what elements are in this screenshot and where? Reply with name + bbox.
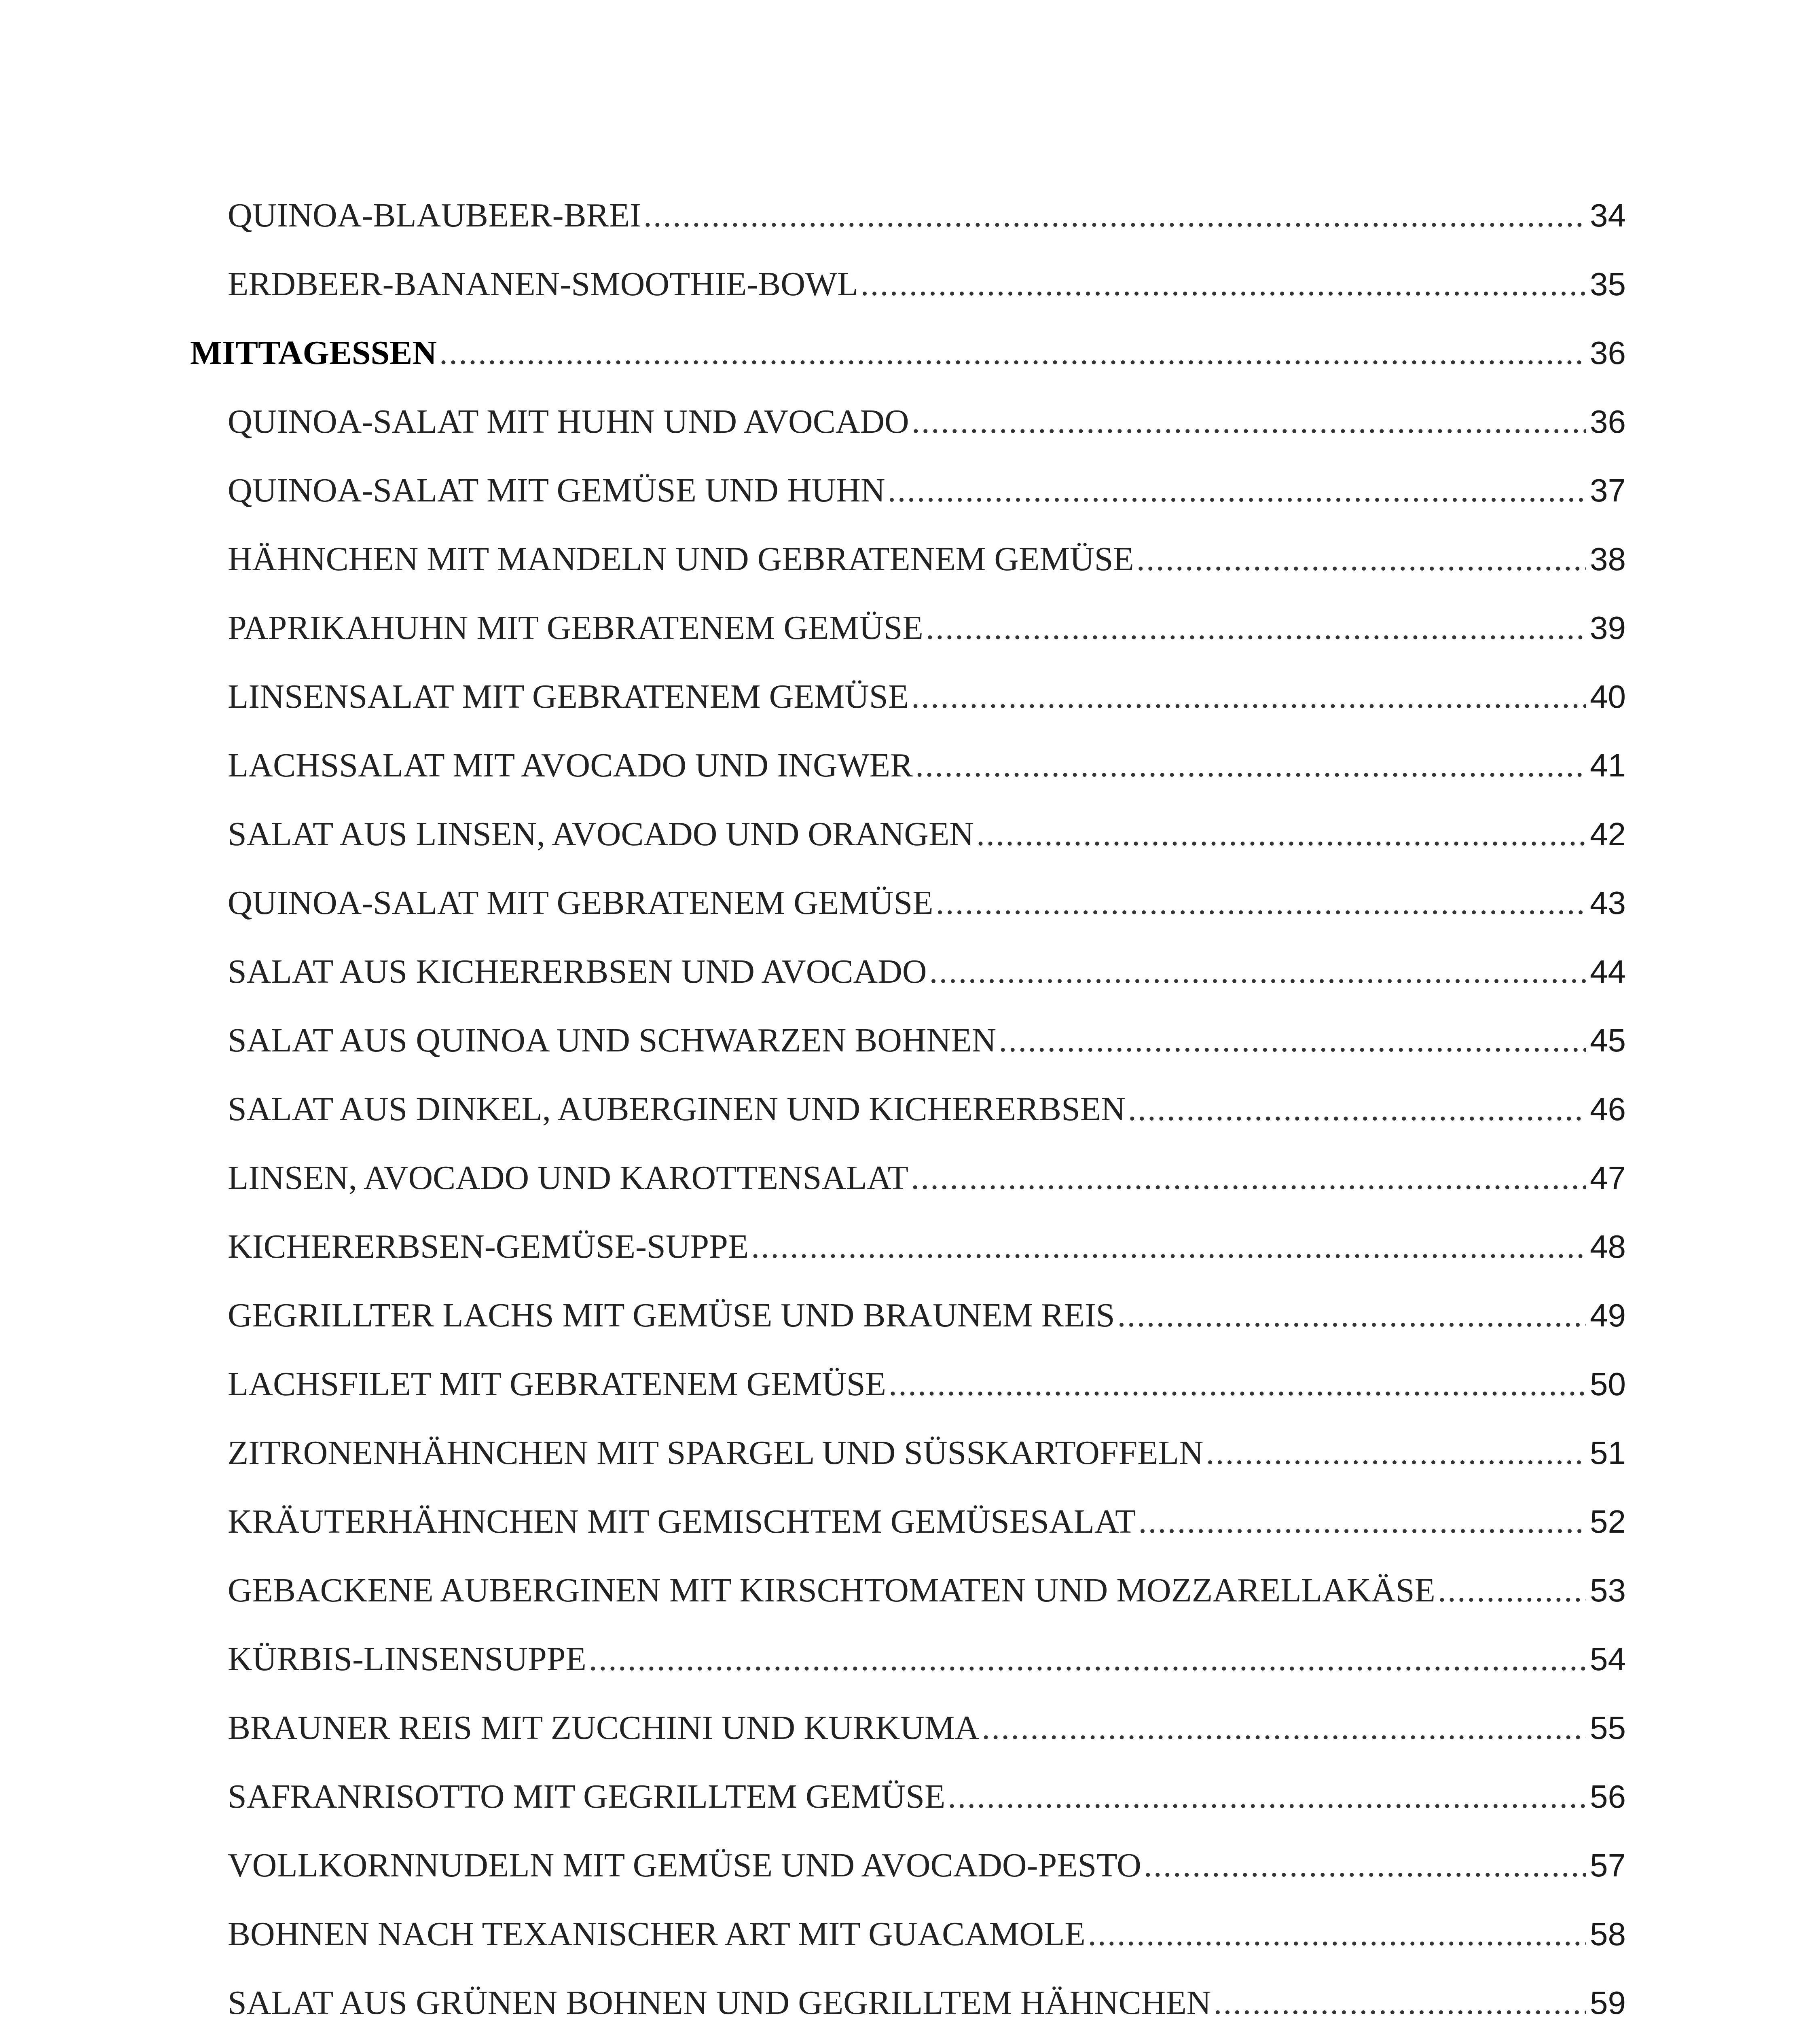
toc-entry[interactable] xyxy=(190,1556,1626,1625)
toc-entry-title: GEBACKENE AUBERGINEN MIT KIRSCHTOMATEN UND MOZZARELLAKÄSE xyxy=(228,1571,1435,1609)
toc-page-number: 36 xyxy=(1590,404,1626,440)
toc-entry-title: BRAUNER REIS MIT ZUCCHINI UND KURKUMA xyxy=(228,1709,980,1747)
toc-entry-title: LACHSSALAT MIT AVOCADO UND INGWER xyxy=(228,747,913,784)
dot-leader xyxy=(976,800,1586,869)
dot-leader xyxy=(936,869,1586,937)
toc-entry[interactable] xyxy=(190,1694,1626,1762)
toc-entry[interactable] xyxy=(190,1281,1626,1350)
toc-page-number: 57 xyxy=(1590,1847,1626,1883)
toc-entry[interactable] xyxy=(190,731,1626,800)
dot-leader xyxy=(948,1762,1586,1831)
toc-entry[interactable] xyxy=(190,250,1626,319)
toc-entry[interactable] xyxy=(190,869,1626,937)
dot-leader xyxy=(439,319,1586,387)
toc-entry[interactable] xyxy=(190,1969,1626,2022)
toc-entry-title: GEGRILLTER LACHS MIT GEMÜSE UND BRAUNEM REIS xyxy=(228,1297,1115,1334)
dot-leader xyxy=(1144,1831,1586,1900)
toc-entry-title: SALAT AUS KICHERERBSEN UND AVOCADO xyxy=(228,953,927,990)
toc-entry-title: SALAT AUS LINSEN, AVOCADO UND ORANGEN xyxy=(228,815,974,853)
toc-page-number: 42 xyxy=(1590,816,1626,852)
toc-entry-title: ERDBEER-BANANEN-SMOOTHIE-BOWL xyxy=(228,265,858,303)
toc-entry-title: QUINOA-BLAUBEER-BREI xyxy=(228,197,641,234)
toc-entry[interactable] xyxy=(190,1350,1626,1419)
toc-entry[interactable] xyxy=(190,181,1626,250)
toc-entry-title: HÄHNCHEN MIT MANDELN UND GEBRATENEM GEMÜSE xyxy=(228,540,1134,578)
toc-entry-title: LACHSFILET MIT GEBRATENEM GEMÜSE xyxy=(228,1365,886,1403)
toc-page-number: 47 xyxy=(1590,1160,1626,1196)
toc-entry-title: ZITRONENHÄHNCHEN MIT SPARGEL UND SÜSSKARTOFFELN xyxy=(228,1434,1204,1472)
table-of-contents xyxy=(190,181,1626,2022)
toc-page-number: 39 xyxy=(1590,610,1626,646)
toc-entry[interactable] xyxy=(190,456,1626,525)
toc-page-number: 36 xyxy=(1590,335,1626,371)
toc-page-number: 56 xyxy=(1590,1779,1626,1815)
toc-entry-title: QUINOA-SALAT MIT GEBRATENEM GEMÜSE xyxy=(228,884,933,922)
toc-entry[interactable] xyxy=(190,1212,1626,1281)
toc-entry[interactable] xyxy=(190,1006,1626,1075)
toc-entry[interactable] xyxy=(190,800,1626,869)
toc-entry[interactable] xyxy=(190,1625,1626,1694)
toc-entry-title: MITTAGESSEN xyxy=(190,334,437,372)
dot-leader xyxy=(912,387,1586,456)
toc-entry-title: BOHNEN NACH TEXANISCHER ART MIT GUACAMOLE xyxy=(228,1915,1086,1953)
toc-entry-title: SALAT AUS DINKEL, AUBERGINEN UND KICHERERBSEN xyxy=(228,1090,1126,1128)
dot-leader xyxy=(1128,1075,1586,1144)
dot-leader xyxy=(1438,1556,1586,1625)
toc-page-number: 46 xyxy=(1590,1091,1626,1127)
dot-leader xyxy=(889,1350,1586,1419)
toc-page-number: 40 xyxy=(1590,679,1626,715)
toc-page-number: 35 xyxy=(1590,266,1626,302)
toc-page-number: 50 xyxy=(1590,1366,1626,1402)
toc-page-number: 48 xyxy=(1590,1229,1626,1265)
dot-leader xyxy=(1136,525,1586,594)
toc-page-number: 41 xyxy=(1590,747,1626,783)
toc-page-number: 45 xyxy=(1590,1022,1626,1058)
toc-page-number: 38 xyxy=(1590,541,1626,577)
toc-entry[interactable] xyxy=(190,1762,1626,1831)
toc-entry[interactable] xyxy=(190,525,1626,594)
dot-leader xyxy=(1206,1419,1586,1487)
dot-leader xyxy=(999,1006,1586,1075)
toc-entry-title: VOLLKORNNUDELN MIT GEMÜSE UND AVOCADO-PESTO xyxy=(228,1846,1141,1884)
toc-page-number: 55 xyxy=(1590,1710,1626,1746)
toc-page-number: 53 xyxy=(1590,1572,1626,1608)
toc-entry[interactable] xyxy=(190,1831,1626,1900)
dot-leader xyxy=(929,937,1586,1006)
toc-entry[interactable] xyxy=(190,594,1626,662)
toc-page-number: 49 xyxy=(1590,1297,1626,1333)
toc-entry-title: KICHERERBSEN-GEMÜSE-SUPPE xyxy=(228,1228,749,1265)
toc-entry[interactable] xyxy=(190,1144,1626,1212)
dot-leader xyxy=(911,662,1586,731)
dot-leader xyxy=(915,731,1586,800)
toc-entry[interactable] xyxy=(190,662,1626,731)
toc-entry[interactable] xyxy=(190,1075,1626,1144)
toc-entry[interactable] xyxy=(190,937,1626,1006)
toc-entry[interactable] xyxy=(190,387,1626,456)
toc-page-number: 44 xyxy=(1590,954,1626,990)
dot-leader xyxy=(589,1625,1586,1694)
dot-leader xyxy=(982,1694,1586,1762)
toc-page-number: 52 xyxy=(1590,1504,1626,1540)
dot-leader xyxy=(643,181,1586,250)
toc-page-number: 43 xyxy=(1590,885,1626,921)
toc-entry-title: PAPRIKAHUHN MIT GEBRATENEM GEMÜSE xyxy=(228,609,923,647)
toc-page-number: 37 xyxy=(1590,472,1626,508)
toc-entry-title: SALAT AUS GRÜNEN BOHNEN UND GEGRILLTEM HÄHNCHEN xyxy=(228,1984,1211,2022)
toc-entry-title: KÜRBIS-LINSENSUPPE xyxy=(228,1640,586,1678)
dot-leader xyxy=(1088,1900,1586,1969)
toc-entry[interactable] xyxy=(190,1419,1626,1487)
toc-page-number: 59 xyxy=(1590,1985,1626,2021)
dot-leader xyxy=(1117,1281,1586,1350)
dot-leader xyxy=(861,250,1586,319)
dot-leader xyxy=(1213,1969,1586,2022)
toc-entry-title: LINSENSALAT MIT GEBRATENEM GEMÜSE xyxy=(228,678,909,715)
toc-entry-title: QUINOA-SALAT MIT HUHN UND AVOCADO xyxy=(228,403,909,440)
toc-chapter-heading[interactable] xyxy=(190,319,1626,387)
toc-entry[interactable] xyxy=(190,1487,1626,1556)
toc-page-number: 54 xyxy=(1590,1641,1626,1677)
toc-entry-title: QUINOA-SALAT MIT GEMÜSE UND HUHN xyxy=(228,472,885,509)
toc-entry-title: LINSEN, AVOCADO UND KAROTTENSALAT xyxy=(228,1159,909,1197)
dot-leader xyxy=(888,456,1586,525)
toc-entry-title: KRÄUTERHÄHNCHEN MIT GEMISCHTEM GEMÜSESALAT xyxy=(228,1503,1136,1540)
dot-leader xyxy=(926,594,1586,662)
toc-entry-title: SAFRANRISOTTO MIT GEGRILLTEM GEMÜSE xyxy=(228,1778,946,1815)
toc-entry[interactable] xyxy=(190,1900,1626,1969)
dot-leader xyxy=(751,1212,1586,1281)
dot-leader xyxy=(911,1144,1586,1212)
toc-page-number: 51 xyxy=(1590,1435,1626,1471)
toc-page-number: 34 xyxy=(1590,197,1626,233)
toc-page-number: 58 xyxy=(1590,1916,1626,1952)
toc-entry-title: SALAT AUS QUINOA UND SCHWARZEN BOHNEN xyxy=(228,1022,997,1059)
dot-leader xyxy=(1138,1487,1586,1556)
